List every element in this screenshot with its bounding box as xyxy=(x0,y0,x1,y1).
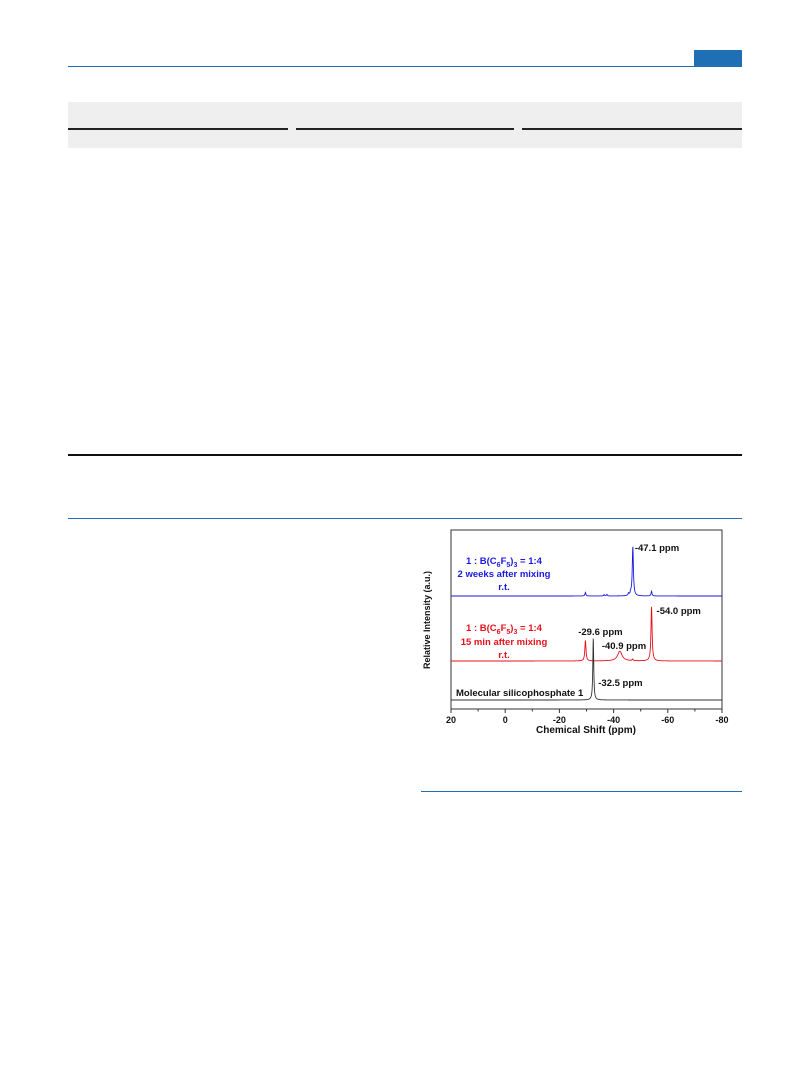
y-axis-label: Relative Intensity (a.u.) xyxy=(422,570,432,670)
section-divider xyxy=(68,454,742,456)
x-tick-label: 20 xyxy=(445,715,457,725)
series-label-red-line2: 15 min after mixing xyxy=(460,637,548,648)
x-tick-label: -40 xyxy=(607,715,621,725)
x-tick-label: 0 xyxy=(502,715,508,725)
section-rule xyxy=(68,518,742,519)
series-label-blue-line2: 2 weeks after mixing xyxy=(457,569,551,580)
nmr-spectrum-chart xyxy=(420,520,740,740)
x-axis xyxy=(446,709,729,725)
figure-bottom-rule xyxy=(421,791,742,792)
peak-label: -32.5 ppm xyxy=(598,678,643,689)
header-rule xyxy=(68,66,742,67)
peak-label: -29.6 ppm xyxy=(578,627,623,638)
table-rule-3 xyxy=(522,128,742,130)
peak-annotations xyxy=(578,543,701,689)
table-header-band xyxy=(68,102,742,148)
peak-label: -40.9 ppm xyxy=(601,641,647,652)
table-rule-1 xyxy=(68,128,288,130)
header-tab xyxy=(694,50,742,66)
peak-label: -54.0 ppm xyxy=(656,606,701,617)
table-rule-2 xyxy=(296,128,514,130)
series-label-blue: 1 : $B(C_6F_5)_3$ = 1:4 xyxy=(466,556,542,569)
x-tick-label: -80 xyxy=(715,715,729,725)
x-tick-label: -60 xyxy=(661,715,675,725)
x-axis-label: Chemical Shift (ppm) xyxy=(535,725,637,736)
series-label-blue-line3: r.t. xyxy=(498,582,510,593)
series-label-red-line3: r.t. xyxy=(498,650,510,661)
series-label-black: Molecular silicophosphate 1 xyxy=(456,688,584,699)
x-tick-label: -20 xyxy=(552,715,566,725)
peak-label: -47.1 ppm xyxy=(634,543,680,554)
series-label-red: 1 : $B(C_6F_5)_3$ = 1:4 xyxy=(466,623,542,636)
